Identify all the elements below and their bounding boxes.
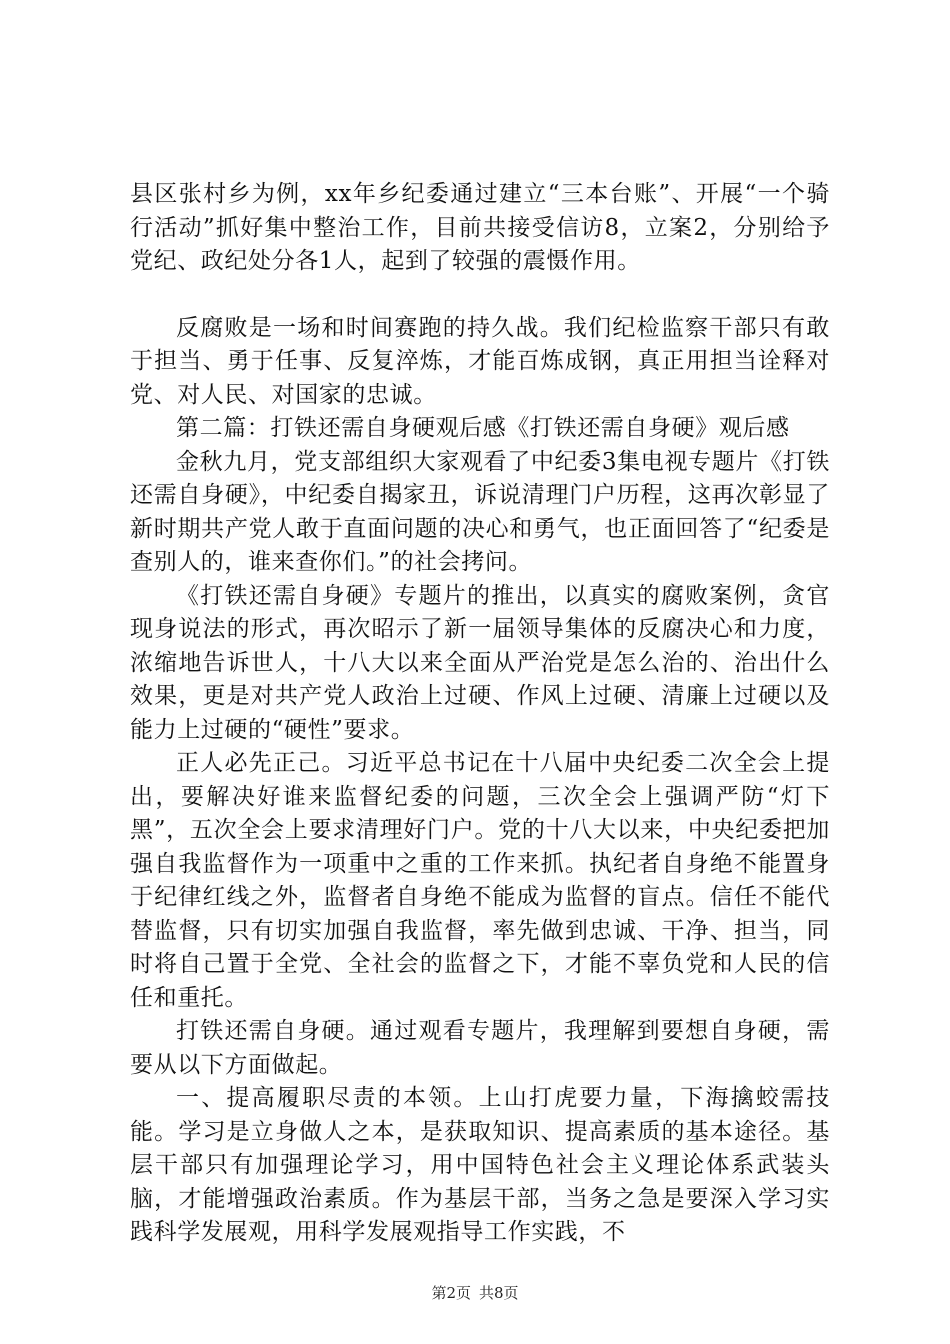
document-body [130, 178, 830, 1250]
paragraph: 正人必先正己。习近平总书记在十八届中央纪委二次全会上提出，要解决好谁来监督纪委的问题，三次全会上强调严防“灯下黑”，五次全会上要求清理好门户。党的十八大以来，中央纪委把加强自我监督作为一项重中之重的工作来抓。执纪者自身绝不能置身于纪律红线之外，监督者自身绝不能成为监督的盲点。信任不能代替监督，只有切实加强自我监督，率先做到忠诚、干净、担当，同时将自己置于全党、全社会的监督之下，才能不辜负党和人民的信任和重托。 [130, 750, 830, 1011]
paragraph-gap [130, 279, 830, 312]
paragraph: 《打铁还需自身硬》专题片的推出，以真实的腐败案例，贪官现身说法的形式，再次昭示了新一届领导集体的反腐决心和力度，浓缩地告诉世人，十八大以来全面从严治党是怎么治的、治出什么效果，更是对共产党人政治上过硬、作风上过硬、清廉上过硬以及能力上过硬的“硬性”要求。 [130, 582, 830, 743]
page-total: 共8页 [479, 1284, 519, 1302]
paragraph: 反腐败是一场和时间赛跑的持久战。我们纪检监察干部只有敢于担当、勇于任事、反复淬炼，才能百炼成钢，真正用担当诠释对党、对人民、对国家的忠诚。 [130, 314, 830, 408]
paragraph: 县区张村乡为例，xx年乡纪委通过建立“三本台账”、开展“一个骑行活动”抓好集中整治工作，目前共接受信访8，立案2，分别给予党纪、政纪处分各1人，起到了较强的震慑作用。 [130, 181, 830, 274]
page-footer [0, 1283, 950, 1303]
paragraph: 金秋九月，党支部组织大家观看了中纪委3集电视专题片《打铁还需自身硬》，中纪委自揭家丑，诉说清理门户历程，这再次彰显了新时期共产党人敢于直面问题的决心和勇气，也正面回答了“纪委是查别人的，谁来查你们。”的社会拷问。 [130, 448, 830, 575]
page-number: 第2页 [431, 1284, 471, 1302]
paragraph: 一、提高履职尽责的本领。上山打虎要力量，下海擒蛟需技能。学习是立身做人之本，是获取知识、提高素质的基本途径。基层干部只有加强理论学习，用中国特色社会主义理论体系武装头脑，才能增强政治素质。作为基层干部，当务之急是要深入学习实践科学发展观，用科学发展观指导工作实践，不 [130, 1085, 830, 1245]
section-heading: 第二篇：打铁还需自身硬观后感《打铁还需自身硬》观后感 [176, 415, 790, 441]
paragraph: 打铁还需自身硬。通过观看专题片，我理解到要想自身硬，需要从以下方面做起。 [130, 1018, 830, 1078]
